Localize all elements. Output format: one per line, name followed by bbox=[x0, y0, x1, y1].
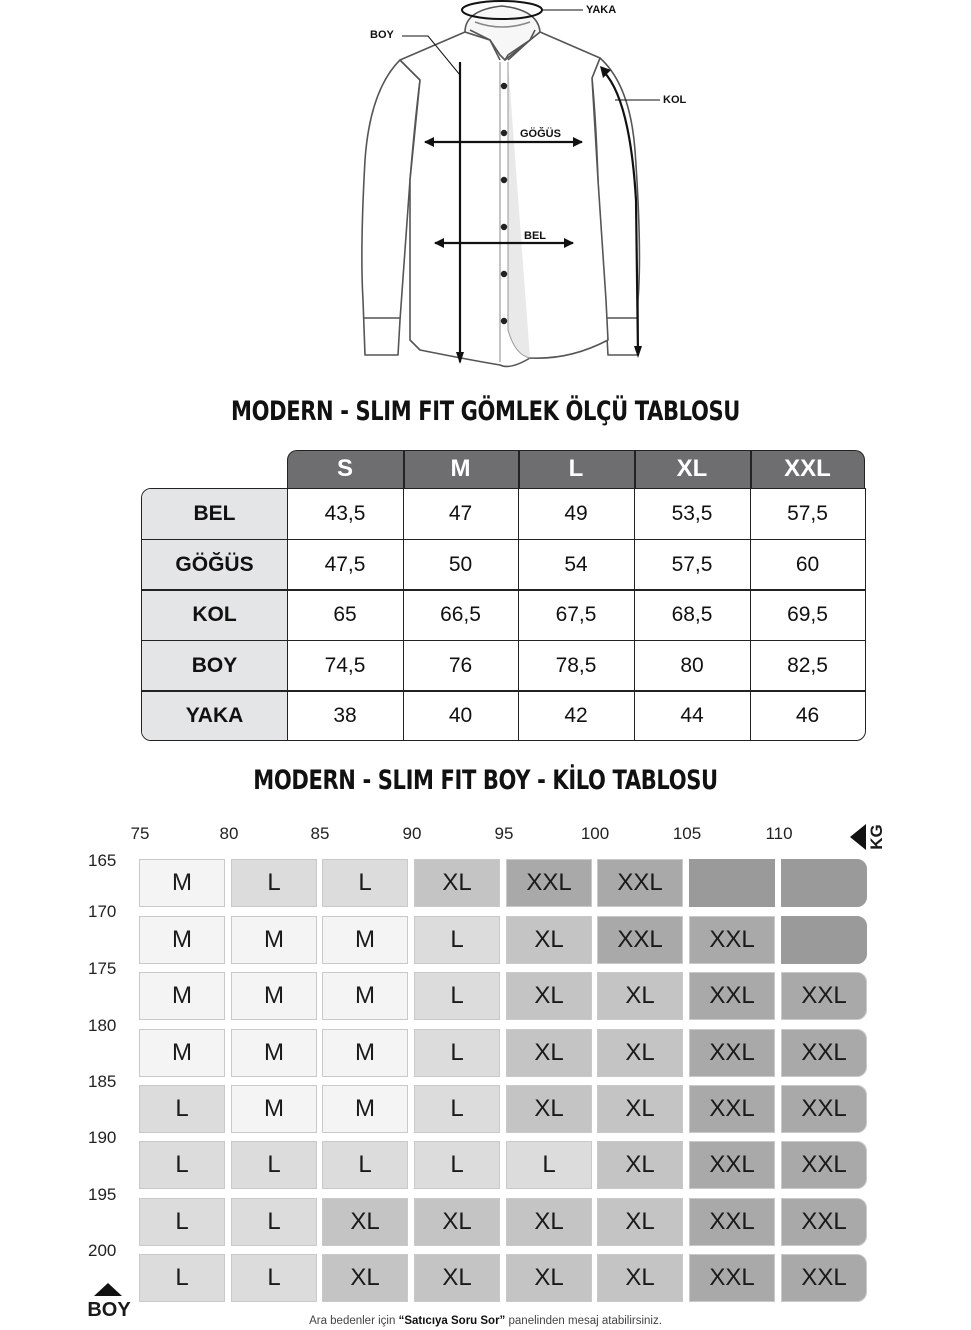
size-cell: XXL bbox=[781, 1198, 867, 1246]
height-tick: 165 bbox=[88, 851, 117, 870]
size-cell: XL bbox=[597, 972, 683, 1020]
size-cell: XL bbox=[597, 1029, 683, 1077]
size-cell: XXL bbox=[689, 1085, 775, 1133]
measure-value: 42 bbox=[564, 704, 588, 727]
measure-value: 74,5 bbox=[324, 653, 366, 677]
kg-tick: 90 bbox=[402, 824, 422, 843]
measure-value: 53,5 bbox=[671, 502, 713, 525]
measure-value: 47,5 bbox=[324, 552, 366, 576]
yaka-label: YAKA bbox=[586, 4, 617, 16]
up-triangle-icon bbox=[86, 1282, 134, 1298]
size-cell: XL bbox=[506, 1198, 592, 1246]
size-cell: M bbox=[139, 916, 225, 964]
size-cell: L bbox=[231, 1198, 317, 1246]
measure-value: 44 bbox=[680, 704, 704, 727]
height-tick: 170 bbox=[88, 902, 117, 921]
boy-label: BOY bbox=[370, 29, 394, 41]
size-cell: L bbox=[414, 1029, 500, 1077]
footnote-prefix: Ara bedenler için bbox=[309, 1315, 396, 1327]
kg-tick: 80 bbox=[219, 824, 239, 843]
size-cell: XXL bbox=[689, 1029, 775, 1077]
kg-tick: 100 bbox=[580, 824, 610, 843]
size-cell: XXL bbox=[781, 1141, 867, 1189]
height-tick: 195 bbox=[88, 1185, 117, 1204]
measure-value: 47 bbox=[448, 502, 473, 525]
measure-value: 50 bbox=[448, 552, 473, 576]
size-cell: M bbox=[231, 1085, 317, 1133]
size-cell: M bbox=[231, 972, 317, 1020]
measure-value: 38 bbox=[333, 704, 357, 727]
size-cell: XL bbox=[597, 1141, 683, 1189]
size-cell: XXL bbox=[597, 916, 683, 964]
measure-value: 65 bbox=[333, 603, 357, 626]
measure-value: 76 bbox=[448, 653, 473, 677]
measure-value: 67,5 bbox=[555, 603, 597, 626]
size-cell: XXL bbox=[781, 1085, 867, 1133]
kol-label: KOL bbox=[663, 94, 687, 106]
measure-label: BOY bbox=[191, 653, 238, 677]
footnote bbox=[0, 1315, 971, 1327]
footnote-emphasis: “Satıcıya Soru Sor” bbox=[398, 1315, 506, 1327]
size-header-l: L bbox=[568, 455, 584, 482]
size-cell: L bbox=[231, 1141, 317, 1189]
kg-tick: 85 bbox=[310, 824, 330, 843]
boy-axis-label: BOY bbox=[87, 1299, 131, 1321]
size-cell: XXL bbox=[689, 1198, 775, 1246]
kg-axis-indicator bbox=[850, 822, 890, 852]
measure-value: 60 bbox=[795, 552, 820, 576]
size-cell: L bbox=[322, 1141, 408, 1189]
height-tick: 190 bbox=[88, 1128, 117, 1147]
size-cell: XXL bbox=[689, 1254, 775, 1302]
size-cell bbox=[781, 859, 867, 907]
size-cell: XL bbox=[506, 1085, 592, 1133]
size-cell: M bbox=[322, 1085, 408, 1133]
height-tick: 185 bbox=[88, 1072, 117, 1091]
measure-value: 68,5 bbox=[671, 603, 713, 626]
size-cell: XL bbox=[414, 859, 500, 907]
size-cell: XL bbox=[414, 1198, 500, 1246]
height-tick: 175 bbox=[88, 959, 117, 978]
size-cell: L bbox=[414, 916, 500, 964]
size-cell: XXL bbox=[781, 972, 867, 1020]
size-cell: XXL bbox=[689, 972, 775, 1020]
size-table-title: MODERN - SLIM FIT GÖMLEK ÖLÇÜ TABLOSU bbox=[231, 396, 740, 427]
size-cell: L bbox=[506, 1141, 592, 1189]
kg-tick: 95 bbox=[494, 824, 514, 843]
size-cell: XXL bbox=[689, 1141, 775, 1189]
size-cell bbox=[689, 859, 775, 907]
size-cell: XL bbox=[322, 1198, 408, 1246]
kg-tick: 75 bbox=[130, 824, 150, 843]
measure-value: 54 bbox=[564, 552, 588, 576]
height-tick: 200 bbox=[88, 1241, 117, 1260]
size-cell: XL bbox=[506, 972, 592, 1020]
size-cell: L bbox=[231, 859, 317, 907]
measure-label: KOL bbox=[192, 603, 237, 626]
size-cell: XXL bbox=[597, 859, 683, 907]
measure-value: 40 bbox=[448, 704, 473, 727]
measure-label: BEL bbox=[193, 502, 236, 525]
size-cell: L bbox=[139, 1085, 225, 1133]
measure-value: 46 bbox=[795, 704, 820, 727]
footnote-suffix: panelinden mesaj atabilirsiniz. bbox=[508, 1315, 662, 1327]
measure-value: 57,5 bbox=[787, 502, 828, 525]
size-cell: L bbox=[139, 1198, 225, 1246]
size-cell: L bbox=[231, 1254, 317, 1302]
size-cell: XL bbox=[506, 916, 592, 964]
size-cell: L bbox=[322, 859, 408, 907]
measure-value: 82,5 bbox=[787, 653, 828, 677]
size-cell: M bbox=[231, 916, 317, 964]
boy-kilo-title: MODERN - SLIM FIT BOY - KİLO TABLOSU bbox=[253, 765, 718, 796]
size-header-m: M bbox=[450, 455, 471, 482]
size-cell: XXL bbox=[689, 916, 775, 964]
size-header-s: S bbox=[336, 455, 353, 482]
height-tick: 180 bbox=[88, 1016, 117, 1035]
size-cell: L bbox=[414, 972, 500, 1020]
size-header-xl: XL bbox=[676, 455, 708, 482]
size-cell: M bbox=[322, 972, 408, 1020]
size-cell: XXL bbox=[781, 1254, 867, 1302]
measure-value: 57,5 bbox=[671, 552, 713, 576]
size-cell: L bbox=[139, 1254, 225, 1302]
size-cell: M bbox=[139, 859, 225, 907]
size-cell: L bbox=[139, 1141, 225, 1189]
size-cell: XL bbox=[597, 1198, 683, 1246]
kg-axis-label: KG bbox=[867, 824, 886, 850]
measure-value: 78,5 bbox=[555, 653, 597, 677]
size-header-xxl: XXL bbox=[784, 455, 831, 482]
measure-value: 49 bbox=[564, 502, 588, 525]
measure-value: 43,5 bbox=[324, 502, 366, 525]
size-cell: XL bbox=[414, 1254, 500, 1302]
size-cell: M bbox=[139, 1029, 225, 1077]
measure-label: GÖĞÜS bbox=[175, 552, 254, 576]
measure-label: YAKA bbox=[185, 704, 244, 727]
size-cell: XL bbox=[506, 1254, 592, 1302]
size-cell: M bbox=[322, 916, 408, 964]
measure-value: 69,5 bbox=[787, 603, 828, 626]
size-cell: XL bbox=[597, 1254, 683, 1302]
measure-value: 66,5 bbox=[440, 603, 481, 626]
size-cell: M bbox=[322, 1029, 408, 1077]
kg-tick: 110 bbox=[765, 824, 793, 843]
size-cell: XXL bbox=[506, 859, 592, 907]
size-cell: XL bbox=[322, 1254, 408, 1302]
size-cell: XL bbox=[506, 1029, 592, 1077]
gogus-label: GÖĞÜS bbox=[520, 128, 561, 140]
size-cell: L bbox=[414, 1085, 500, 1133]
size-cell: M bbox=[139, 972, 225, 1020]
size-cell bbox=[781, 916, 867, 964]
size-cell: M bbox=[231, 1029, 317, 1077]
bel-label: BEL bbox=[524, 230, 546, 242]
size-cell: XXL bbox=[781, 1029, 867, 1077]
size-cell: L bbox=[414, 1141, 500, 1189]
measure-value: 80 bbox=[680, 653, 704, 677]
kg-tick: 105 bbox=[672, 824, 702, 843]
size-cell: XL bbox=[597, 1085, 683, 1133]
